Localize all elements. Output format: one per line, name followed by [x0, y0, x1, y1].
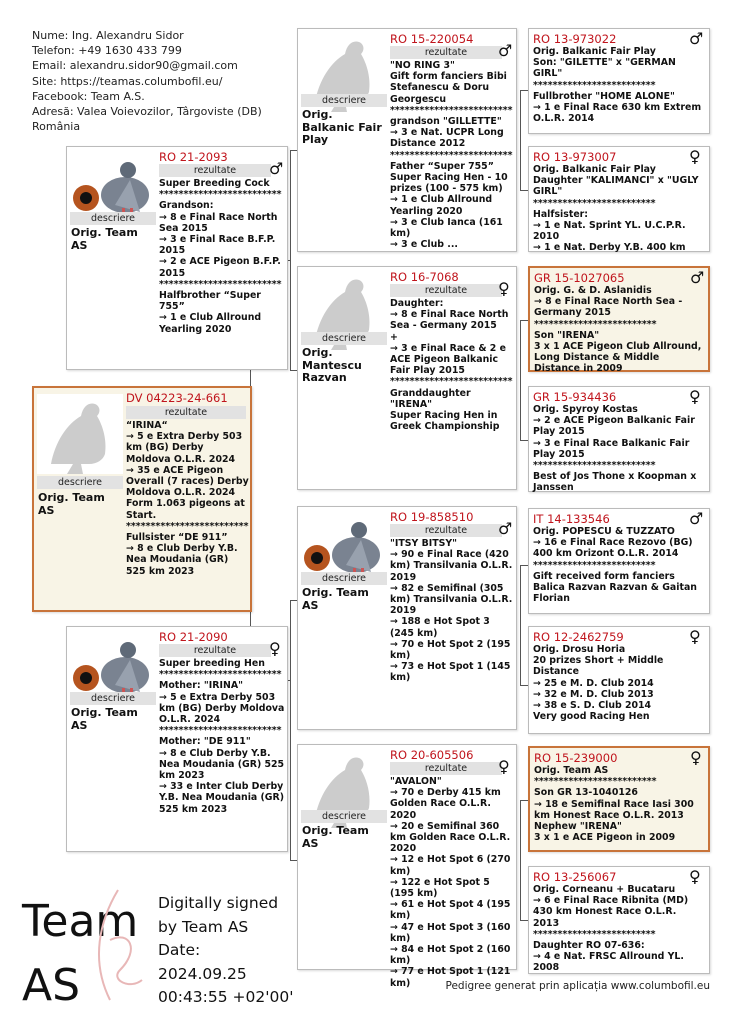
- pigeon-notes: Super Breeding Cock ************************* Grandson: → 8 e Final Race North Sea 2015 → 3 e Final Race B.F.P. 2015 → 2 e ACE Pigeon B.F.P. 2015 ************************* Halfbrother “Super 755” → 1 e Club Allround Yearling 2020: [159, 178, 282, 335]
- ring-number: RO 19-858510: [390, 510, 474, 524]
- owner-address: Adresă: Valea Voievozilor, Târgoviste (DB): [32, 105, 262, 119]
- pigeon-notes: Orig. Balkanic Fair Play Daughter "KALIMANCI" x "UGLY GIRL" ************************* Halfsister: → 1 e Nat. Sprint YL. U.C.P.R. 2010 → 1 e Nat. Derby Y.B. 400 km: [533, 164, 699, 254]
- results-button[interactable]: rezultate: [159, 644, 271, 657]
- results-button[interactable]: rezultate: [126, 406, 246, 419]
- ring-number: RO 20-605506: [390, 748, 474, 762]
- owner-info: [32, 28, 262, 134]
- origin-label: Orig. Team AS: [302, 824, 369, 850]
- great-grandparent-card[interactable]: [528, 266, 710, 375]
- pigeon-notes: Daughter: → 8 e Final Race North Sea - Germany 2015 + → 3 e Final Race & 2 e ACE Pigeon Balkanic Fair Play 2015 ************************* Granddaughter "IRENA" Super Racing Hen in Greek Championship: [390, 298, 513, 433]
- ring-number: RO 21-2090: [159, 630, 228, 644]
- results-button[interactable]: rezultate: [159, 164, 271, 177]
- sire-card[interactable]: [66, 146, 288, 370]
- signature-line: Date:: [158, 941, 201, 959]
- description-button[interactable]: descriere: [301, 810, 387, 823]
- ring-number: RO 15-239000: [534, 751, 618, 765]
- description-button[interactable]: descriere: [70, 212, 156, 225]
- male-symbol-icon: ♂: [498, 41, 513, 60]
- pigeon-silhouette-icon: [37, 394, 123, 474]
- pigeon-notes: Orig. G. & D. Aslanidis → 8 e Final Race North Sea - Germany 2015 ************************* Son "IRENA" 3 x 1 ACE Pigeon Club Allround, Long Distance & Middle Distance in 2009: [534, 285, 702, 375]
- results-button[interactable]: rezultate: [390, 284, 502, 297]
- male-symbol-icon: ♂: [689, 29, 704, 48]
- grandparent-card[interactable]: [297, 744, 517, 989]
- female-symbol-icon: ♀: [689, 627, 701, 646]
- ring-number: RO 12-2462759: [533, 630, 624, 644]
- owner-phone: Telefon: +49 1630 433 799: [32, 44, 182, 58]
- signature-line: Digitally signed: [158, 894, 279, 912]
- great-grandparent-card[interactable]: [528, 508, 710, 614]
- owner-name: Nume: Ing. Alexandru Sidor: [32, 29, 184, 42]
- great-grandparent-card[interactable]: [528, 866, 710, 974]
- great-grandparent-card[interactable]: [528, 28, 710, 134]
- pigeon-notes: "ITSY BITSY" → 90 e Final Race (420 km) Transilvania O.L.R. 2019 → 82 e Semifinal (305 km) Transilvania O.L.R. 2019 → 188 e Hot Spot 3 (245 km) → 70 e Hot Spot 2 (195 km) → 73 e Hot Spot 1 (145 km): [390, 538, 513, 684]
- grandparent-card[interactable]: [297, 266, 517, 490]
- signature-scribble-icon: [80, 880, 160, 1010]
- female-symbol-icon: ♀: [689, 867, 701, 886]
- male-symbol-icon: ♂: [498, 519, 513, 538]
- description-button[interactable]: descriere: [70, 692, 156, 705]
- male-symbol-icon: ♂: [689, 509, 704, 528]
- ring-number: RO 13-973022: [533, 32, 617, 46]
- female-symbol-icon: ♀: [498, 757, 510, 776]
- signature-name: Team AS: [22, 896, 139, 1011]
- pigeon-notes: Super breeding Hen ************************* Mother: "IRINA" → 5 e Extra Derby 503 km (BG) Derby Moldova O.L.R. 2024 ************************* Mother: "DE 911" → 8 e Club Derby Y.B. Nea Moudania (GR) 525 km 2023 → 33 e Inter Club Derby Y.B. Nea Moudania (GR) 525 km 2023: [159, 658, 285, 815]
- ring-number: GR 15-934436: [533, 390, 617, 404]
- ring-number: DV 04223-24-661: [126, 391, 228, 405]
- pigeon-notes: Orig. Spyroy Kostas → 2 e ACE Pigeon Balkanic Fair Play 2015 → 3 e Final Race Balkanic Fair Play 2015 ************************* Best of Jos Thone x Koopman x Janssen: [533, 404, 697, 494]
- female-symbol-icon: ♀: [689, 387, 701, 406]
- origin-label: Orig. Team AS: [302, 586, 369, 612]
- male-symbol-icon: ♂: [690, 268, 705, 287]
- ring-number: RO 13-973007: [533, 150, 617, 164]
- owner-country: România: [32, 120, 81, 134]
- ring-number: RO 13-256067: [533, 870, 617, 884]
- owner-site[interactable]: Site: https://teamas.columbofil.eu/: [32, 74, 223, 88]
- ring-number: IT 14-133546: [533, 512, 610, 526]
- ring-number: RO 21-2093: [159, 150, 228, 164]
- origin-label: Orig. Team AS: [71, 226, 138, 252]
- footer-text: Pedigree generat prin aplicația www.columbofil.eu: [445, 980, 710, 992]
- great-grandparent-card[interactable]: [528, 386, 710, 492]
- female-symbol-icon: ♀: [690, 748, 702, 767]
- signature-details: [158, 892, 294, 1010]
- description-button[interactable]: descriere: [301, 572, 387, 585]
- signature-line: 2024.09.25: [158, 964, 247, 983]
- male-symbol-icon: ♂: [269, 159, 284, 178]
- great-grandparent-card[interactable]: [528, 146, 710, 252]
- origin-label: Orig. Balkanic Fair Play: [302, 108, 382, 146]
- pigeon-notes: “IRINA“ → 5 e Extra Derby 503 km (BG) Derby Moldova O.L.R. 2024 → 35 e ACE Pigeon Overall (7 races) Derby Moldova O.L.R. 2024 Form 1.063 pigeons at Start. ************************* Fullsister “DE 911” → 8 e Club Derby Y.B. Nea Moudania (GR) 525 km 2023: [126, 420, 249, 577]
- results-button[interactable]: rezultate: [390, 46, 502, 59]
- subject-card[interactable]: [32, 386, 252, 612]
- pigeon-notes: Orig. Team AS ************************* Son GR 13-1040126 → 18 e Semifinal Race Iasi 300 km Honest Race O.L.R. 2013 Nephew "IRENA" 3 x 1 e ACE Pigeon in 2009: [534, 765, 694, 844]
- female-symbol-icon: ♀: [269, 639, 281, 658]
- owner-facebook: Facebook: Team A.S.: [32, 89, 145, 103]
- results-button[interactable]: rezultate: [390, 762, 502, 775]
- ring-number: RO 16-7068: [390, 270, 459, 284]
- signature-line: 00:43:55 +02'00': [158, 988, 294, 1006]
- signature-line: by Team AS: [158, 917, 249, 936]
- female-symbol-icon: ♀: [498, 279, 510, 298]
- origin-label: Orig. Mantescu Razvan: [302, 346, 362, 384]
- great-grandparent-card[interactable]: [528, 626, 710, 734]
- description-button[interactable]: descriere: [301, 332, 387, 345]
- pigeon-notes: Orig. Balkanic Fair Play Son: "GILETTE" x "GERMAN GIRL" ************************* Fullbrother "HOME ALONE" → 1 e Final Race 630 km Extrem O.L.R. 2014: [533, 46, 702, 125]
- pigeon-notes: Orig. POPESCU & TUZZATO → 16 e Final Race Rezovo (BG) 400 km Orizont O.L.R. 2014 ************************* Gift received form fanciers Balica Razvan Razvan & Gaitan Florian: [533, 526, 697, 605]
- origin-label: Orig. Team AS: [38, 491, 105, 517]
- grandparent-card[interactable]: [297, 28, 517, 252]
- ring-number: RO 15-220054: [390, 32, 474, 46]
- origin-label: Orig. Team AS: [71, 706, 138, 732]
- pigeon-notes: Orig. Corneanu + Bucataru → 6 e Final Race Ribnita (MD) 430 km Honest Race O.L.R. 2013 ************************* Daughter RO 07-636: → 4 e Nat. FRSC Allround YL. 2008: [533, 884, 689, 974]
- results-button[interactable]: rezultate: [390, 524, 502, 537]
- grandparent-card[interactable]: [297, 506, 517, 730]
- description-button[interactable]: descriere: [37, 476, 123, 489]
- owner-email[interactable]: Email: alexandru.sidor90@gmail.com: [32, 59, 238, 73]
- pigeon-notes: Orig. Drosu Horia 20 prizes Short + Middle Distance → 25 e M. D. Club 2014 → 32 e M. D. Club 2013 → 38 e S. D. Club 2014 Very good Racing Hen: [533, 644, 664, 723]
- female-symbol-icon: ♀: [689, 147, 701, 166]
- description-button[interactable]: descriere: [301, 94, 387, 107]
- dam-card[interactable]: [66, 626, 288, 852]
- great-grandparent-card[interactable]: [528, 746, 710, 852]
- pigeon-notes: "AVALON" → 70 e Derby 415 km Golden Race O.L.R. 2020 → 20 e Semifinal 360 km Golden Race O.L.R. 2020 → 12 e Hot Spot 6 (270 km) → 122 e Hot Spot 5 (195 km) → 61 e Hot Spot 4 (195 km) → 47 e Hot Spot 3 (160 km) → 84 e Hot Spot 2 (160 km) → 77 e Hot Spot 1 (121 km): [390, 776, 511, 989]
- ring-number: GR 15-1027065: [534, 271, 625, 285]
- pigeon-notes: "NO RING 3" Gift form fanciers Bibi Stefanescu & Doru Georgescu ************************* grandson "GILLETTE" → 3 e Nat. UCPR Long Distance 2012 ************************* Father “Super 755” Super Racing Hen - 10 prizes (100 - 575 km) → 1 e Club Allround Yearling 2020 → 3 e Club Ianca (161 km) → 3 e Club ...: [390, 60, 513, 251]
